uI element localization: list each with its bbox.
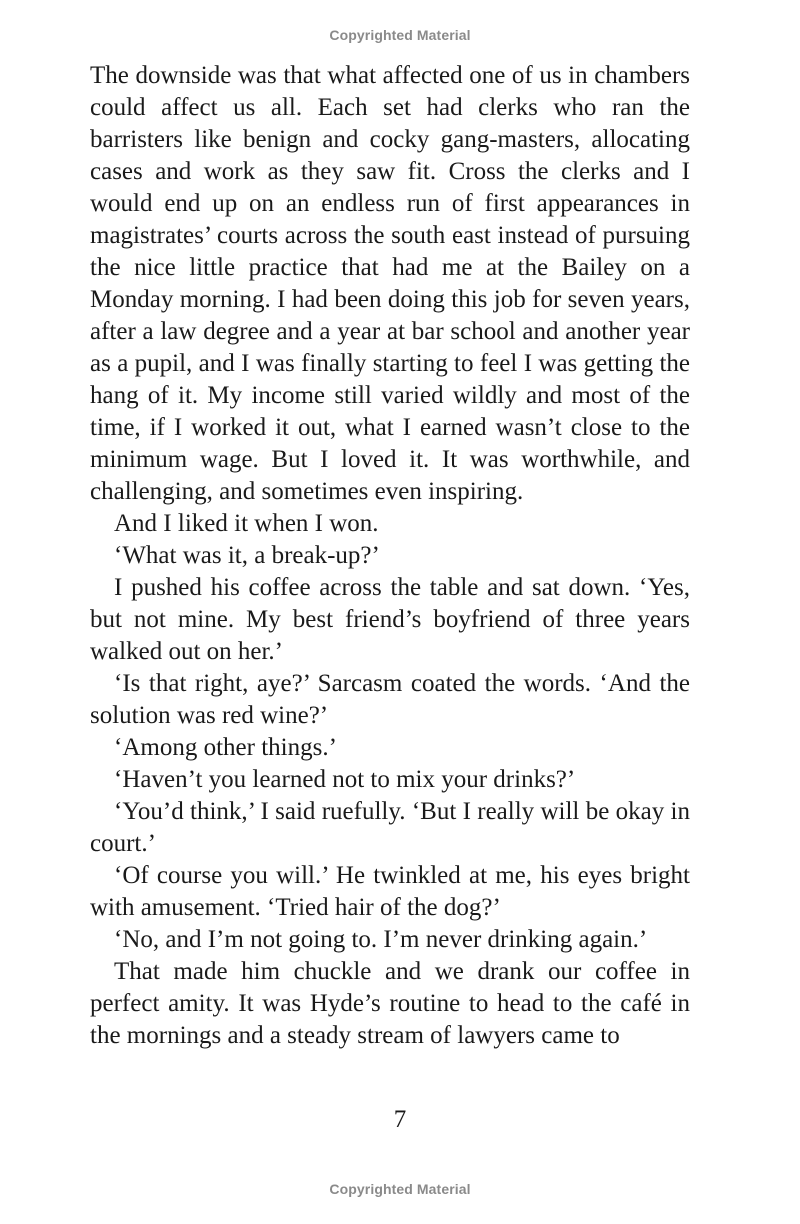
copyright-watermark-top: Copyrighted Material [329, 27, 471, 43]
page-number: 7 [393, 1106, 407, 1133]
paragraph: ‘What was it, a break-up?’ [114, 542, 380, 569]
copyright-watermark-bottom: Copyrighted Material [329, 1181, 471, 1197]
paragraph: I pushed his coffee across the table and sat down. ‘Yes, but not mine. My best friend’s boyfriend of three years walked out on her.’ [90, 574, 690, 665]
paragraph: ‘Among other things.’ [114, 734, 337, 761]
paragraph: ‘You’d think,’ I said ruefully. ‘But I really will be okay in court.’ [90, 798, 690, 857]
paragraph: And I liked it when I won. [114, 510, 379, 537]
paragraph: ‘Haven’t you learned not to mix your drinks?’ [114, 766, 576, 793]
paragraph: That made him chuckle and we drank our coffee in perfect amity. It was Hyde’s routine to head to the café in the mornings and a steady stream of lawyers came to [90, 958, 690, 1049]
paragraph: The downside was that what affected one of us in chambers could affect us all. Each set had clerks who ran the barristers like benign and cocky gang-masters, allocating cases and work as they saw fit. Cross the clerks and I would end up on an endless run of first appearances in magistrates’ courts across the south east instead of pursuing the nice little practice that had me at the Bailey on a Monday morning. I had been doing this job for seven years, after a law degree and a year at bar school and another year as a pupil, and I was finally starting to feel I was getting the hang of it. My income still varied wildly and most of the time, if I worked it out, what I earned wasn’t close to the minimum wage. But I loved it. It was worthwhile, and challenging, and sometimes even inspiring. [90, 62, 690, 505]
paragraph: ‘Is that right, aye?’ Sarcasm coated the words. ‘And the solution was red wine?’ [90, 670, 690, 729]
page-body-text [90, 60, 690, 1052]
paragraph: ‘Of course you will.’ He twinkled at me, his eyes bright with amusement. ‘Tried hair of the dog?’ [90, 862, 690, 921]
paragraph: ‘No, and I’m not going to. I’m never drinking again.’ [114, 926, 648, 953]
